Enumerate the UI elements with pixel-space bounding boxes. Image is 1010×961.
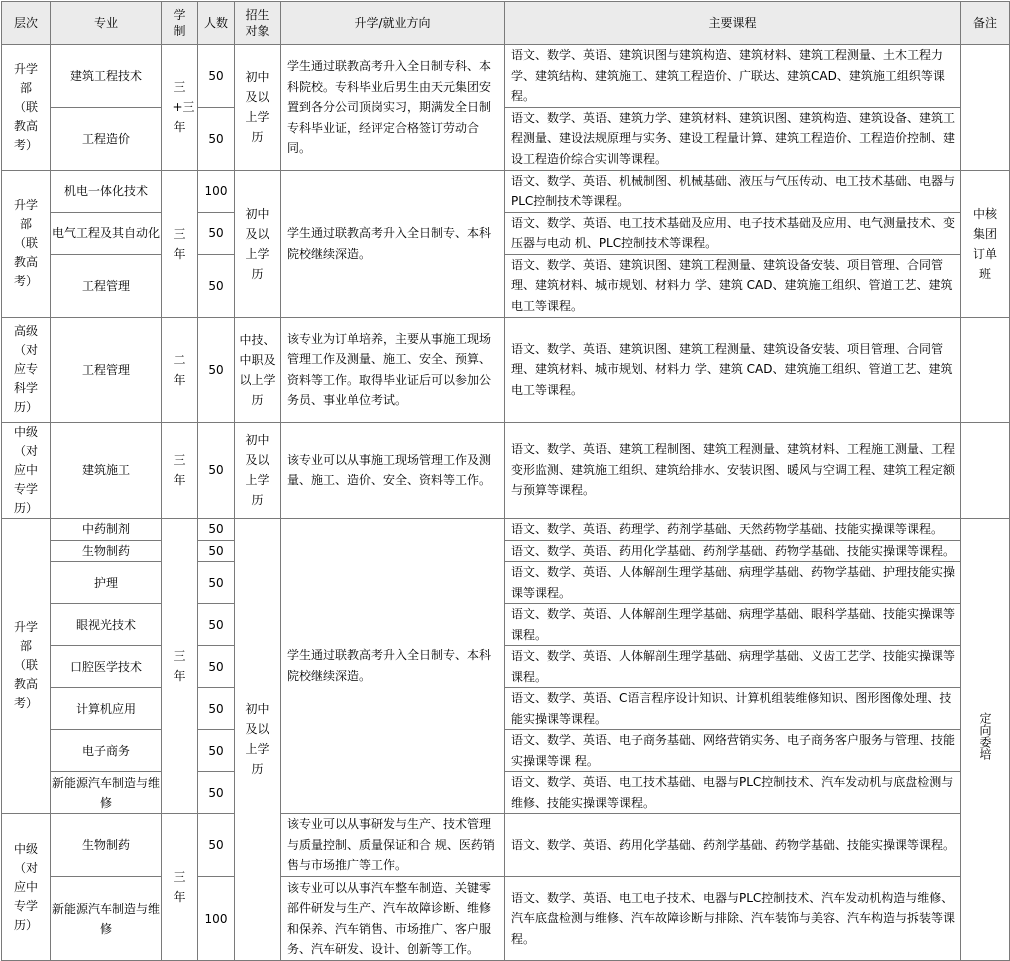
table-row (2, 317, 1010, 422)
count-cell: 50 (198, 562, 235, 604)
count-cell: 50 (198, 518, 235, 540)
level-cell: 中级（对应中专学历） (2, 422, 51, 518)
courses-cell: 语文、数学、英语、建筑工程制图、建筑工程测量、建筑材料、工程施工测量、工程变形监测、建筑施工组织、建筑给排水、安装识图、暖风与空调工程、建筑工程定额与预算等课程。 (505, 422, 961, 518)
table-header-row (2, 2, 1010, 45)
courses-cell: 语文、数学、英语、建筑识图、建筑工程测量、建筑设备安装、项目管理、合同管理、建筑材料、城市规划、材料力 学、建筑 CAD、建筑施工组织、管道工艺、建筑电工等课程。 (505, 254, 961, 317)
admissions-table (1, 1, 1010, 961)
header-target: 招生对象 (235, 2, 281, 45)
level-cell: 升学部（联教高考） (2, 45, 51, 171)
major-cell: 工程管理 (51, 317, 162, 422)
count-cell: 50 (198, 646, 235, 688)
courses-cell: 语文、数学、英语、电子商务基础、网络营销实务、电子商务客户服务与管理、技能实操课等课 程。 (505, 730, 961, 772)
table-row (2, 212, 1010, 254)
level-cell: 升学部（联教高考） (2, 518, 51, 814)
major-cell: 工程造价 (51, 107, 162, 170)
table-row (2, 540, 1010, 562)
table-row (2, 814, 1010, 877)
count-cell: 50 (198, 540, 235, 562)
target-cell: 中技、中职及以上学历 (235, 317, 281, 422)
level-cell: 中级（对应中专学历） (2, 814, 51, 961)
target-cell: 初中及以上学历 (235, 45, 281, 171)
header-courses: 主要课程 (505, 2, 961, 45)
count-cell: 50 (198, 604, 235, 646)
header-duration: 学制 (162, 2, 198, 45)
notes-cell-empty (961, 45, 1010, 171)
notes-cell-empty (961, 317, 1010, 422)
courses-cell: 语文、数学、英语、建筑识图、建筑工程测量、建筑设备安装、项目管理、合同管理、建筑材料、城市规划、材料力 学、建筑 CAD、建筑施工组织、管道工艺、建筑电工等课程。 (505, 317, 961, 422)
count-cell: 50 (198, 422, 235, 518)
courses-cell: 语文、数学、英语、电工技术基础及应用、电子技术基础及应用、电气测量技术、变压器与电动 机、PLC控制技术等课程。 (505, 212, 961, 254)
duration-cell: 二年 (162, 317, 198, 422)
major-cell: 工程管理 (51, 254, 162, 317)
major-cell: 中药制剂 (51, 518, 162, 540)
count-cell: 50 (198, 254, 235, 317)
direction-cell: 该专业可以从事研发与生产、技术管理与质量控制、质量保证和合 规、医药销售与市场推广等工作。 (281, 814, 505, 877)
count-cell: 50 (198, 107, 235, 170)
courses-cell: 语文、数学、英语、药用化学基础、药剂学基础、药物学基础、技能实操课等课程。 (505, 540, 961, 562)
target-cell: 初中及以上学历 (235, 518, 281, 961)
major-cell: 新能源汽车制造与维修 (51, 772, 162, 814)
courses-cell: 语文、数学、英语、人体解剖生理学基础、病理学基础、义齿工艺学、技能实操课等课程。 (505, 646, 961, 688)
table-row (2, 646, 1010, 688)
courses-cell: 语文、数学、英语、C语言程序设计知识、计算机组装维修知识、图形图像处理、技能实操课等课程。 (505, 688, 961, 730)
target-cell: 初中及以上学历 (235, 170, 281, 317)
courses-cell: 语文、数学、英语、电工电子技术、电器与PLC控制技术、汽车发动机构造与维修、汽车底盘检测与维修、汽车故障诊断与排除、汽车装饰与美容、汽车构造与拆装等课程。 (505, 877, 961, 961)
header-count: 人数 (198, 2, 235, 45)
notes-cell-dingxiang: 定向委培 (961, 518, 1010, 961)
direction-cell: 该专业为订单培养，主要从事施工现场管理工作及测量、施工、安全、预算、资料等工作。取得毕业证后可以参加公务员、事业单位考试。 (281, 317, 505, 422)
table-row (2, 170, 1010, 212)
courses-cell: 语文、数学、英语、药用化学基础、药剂学基础、药物学基础、技能实操课等课程。 (505, 814, 961, 877)
table-row (2, 730, 1010, 772)
level-cell: 高级（对应专科学历） (2, 317, 51, 422)
target-cell: 初中及以上学历 (235, 422, 281, 518)
duration-cell: 三年 (162, 170, 198, 317)
count-cell: 50 (198, 772, 235, 814)
major-cell: 护理 (51, 562, 162, 604)
major-cell: 建筑工程技术 (51, 45, 162, 108)
major-cell: 生物制药 (51, 540, 162, 562)
table-row (2, 422, 1010, 518)
major-cell: 生物制药 (51, 814, 162, 877)
table-row (2, 877, 1010, 961)
count-cell: 50 (198, 688, 235, 730)
major-cell: 电气工程及其自动化 (51, 212, 162, 254)
notes-cell-empty (961, 422, 1010, 518)
table-row (2, 254, 1010, 317)
courses-cell: 语文、数学、英语、建筑识图与建筑构造、建筑材料、建筑工程测量、土木工程力学、建筑结构、建筑施工、建筑工程造价、广联达、建筑CAD、建筑施工组织等课程。 (505, 45, 961, 108)
major-cell: 建筑施工 (51, 422, 162, 518)
count-cell: 100 (198, 170, 235, 212)
table-row (2, 45, 1010, 108)
courses-cell: 语文、数学、英语、机械制图、机械基础、液压与气压传动、电工技术基础、电器与PLC控制技术等课程。 (505, 170, 961, 212)
count-cell: 50 (198, 212, 235, 254)
major-cell: 口腔医学技术 (51, 646, 162, 688)
table-row (2, 518, 1010, 540)
direction-cell: 学生通过联教高考升入全日制专、本科院校继续深造。 (281, 170, 505, 317)
table-row (2, 107, 1010, 170)
count-cell: 50 (198, 45, 235, 108)
header-direction: 升学/就业方向 (281, 2, 505, 45)
count-cell: 100 (198, 877, 235, 961)
notes-cell-zhonghe: 中核集团订单班 (961, 170, 1010, 317)
table-row (2, 604, 1010, 646)
duration-cell: 三年 (162, 422, 198, 518)
major-cell: 新能源汽车制造与维修 (51, 877, 162, 961)
header-major: 专业 (51, 2, 162, 45)
courses-cell: 语文、数学、英语、人体解剖生理学基础、病理学基础、眼科学基础、技能实操课等课程。 (505, 604, 961, 646)
table-row (2, 688, 1010, 730)
direction-cell: 学生通过联教高考升入全日制专、本科院校继续深造。 (281, 518, 505, 814)
direction-cell: 该专业可以从事施工现场管理工作及测量、施工、造价、安全、资料等工作。 (281, 422, 505, 518)
courses-cell: 语文、数学、英语、电工技术基础、电器与PLC控制技术、汽车发动机与底盘检测与维修、技能实操课等课程。 (505, 772, 961, 814)
table-row (2, 772, 1010, 814)
courses-cell: 语文、数学、英语、人体解剖生理学基础、病理学基础、药物学基础、护理技能实操课等课程。 (505, 562, 961, 604)
duration-cell: 三年 (162, 814, 198, 961)
duration-cell: 三年 (162, 518, 198, 814)
level-cell: 升学部（联教高考） (2, 170, 51, 317)
courses-cell: 语文、数学、英语、建筑力学、建筑材料、建筑识图、建筑构造、建筑设备、建筑工程测量、建设法规原理与实务、建设工程量计算、建筑工程造价、工程造价控制、建设工程造价综合实训等课程。 (505, 107, 961, 170)
major-cell: 机电一体化技术 (51, 170, 162, 212)
duration-cell: 三+三年 (162, 45, 198, 171)
header-notes: 备注 (961, 2, 1010, 45)
direction-cell: 学生通过联教高考升入全日制专科、本科院校。专科毕业后男生由天元集团安置到各分公司顶岗实习，期满发全日制专科毕业证，经评定合格签订劳动合同。 (281, 45, 505, 171)
major-cell: 电子商务 (51, 730, 162, 772)
count-cell: 50 (198, 730, 235, 772)
major-cell: 计算机应用 (51, 688, 162, 730)
major-cell: 眼视光技术 (51, 604, 162, 646)
header-level: 层次 (2, 2, 51, 45)
courses-cell: 语文、数学、英语、药理学、药剂学基础、天然药物学基础、技能实操课等课程。 (505, 518, 961, 540)
count-cell: 50 (198, 814, 235, 877)
count-cell: 50 (198, 317, 235, 422)
direction-cell: 该专业可以从事汽车整车制造、关键零部件研发与生产、汽车故障诊断、维修和保养、汽车销售、市场推广、客户服务、汽车研发、设计、创新等工作。 (281, 877, 505, 961)
table-row (2, 562, 1010, 604)
